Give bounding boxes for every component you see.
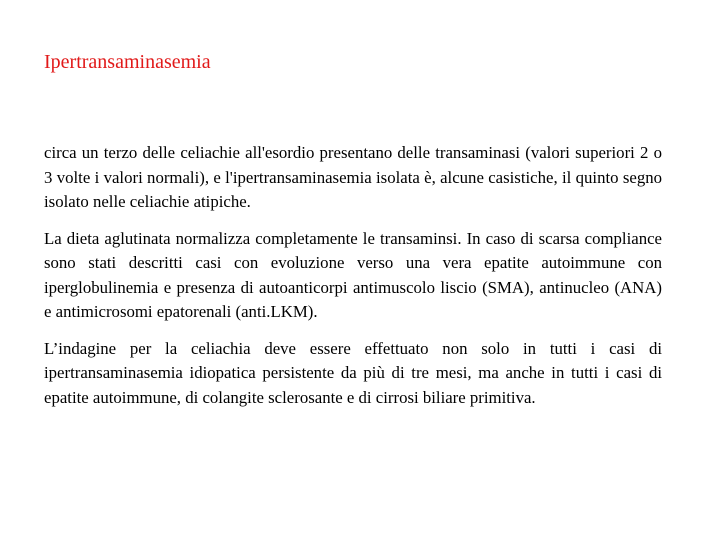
slide-title: Ipertransaminasemia bbox=[44, 51, 211, 73]
paragraph-2: La dieta aglutinata normalizza completamente le transaminsi. In caso di scarsa compliance sono stati descritti casi con evoluzione verso una vera epatite autoimmune con iperglobulinemia e presenza di autoanticorpi antimuscolo liscio (SMA), antinucleo (ANA) e antimicrosomi epatorenali (anti.LKM). bbox=[44, 228, 662, 321]
paragraph-1: circa un terzo delle celiachie all'esordio presentano delle transaminasi (valori superiori 2 o 3 volte i valori normali), e l'ipertransaminasemia isolata è, alcune casistiche, il quinto segno isolato nelle celiachie atipiche. bbox=[44, 143, 662, 211]
paragraph-3: L’indagine per la celiachia deve essere effettuato non solo in tutti i casi di ipertransaminasemia idiopatica persistente da più di tre mesi, ma anche in tutti i casi di epatite autoimmune, di colangite sclerosante e di cirrosi biliare primitiva. bbox=[44, 338, 662, 407]
slide-body bbox=[44, 141, 662, 410]
